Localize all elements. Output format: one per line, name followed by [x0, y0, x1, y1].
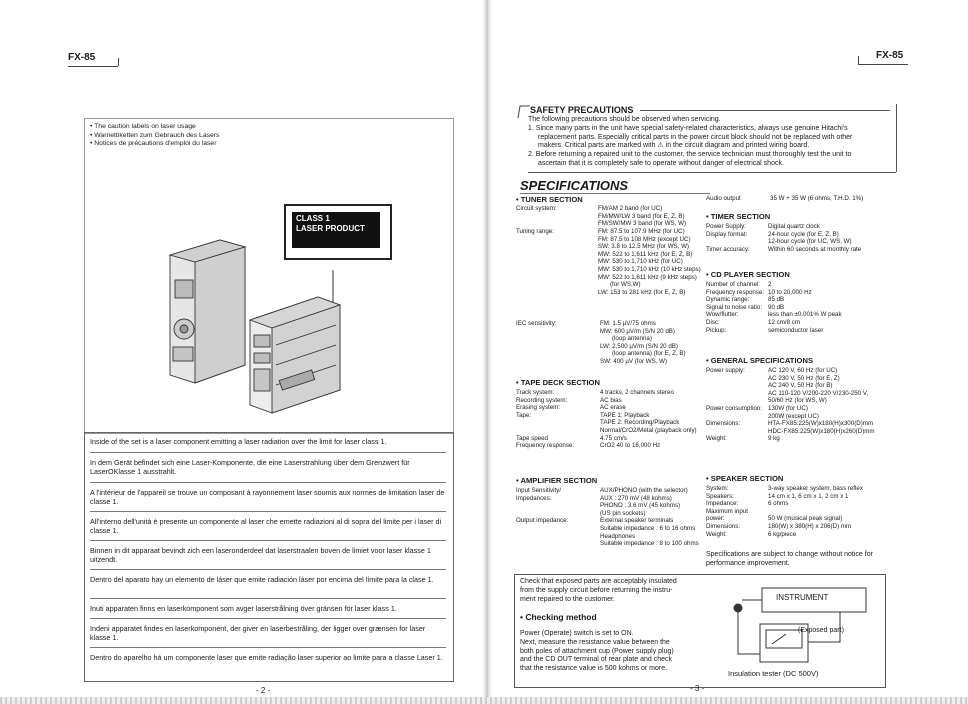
spec-row [516, 397, 716, 405]
spec-row [706, 485, 896, 493]
spec-row [516, 442, 716, 450]
spec-row [706, 405, 896, 413]
tuner-heading: • TUNER SECTION [516, 195, 583, 204]
speaker-heading: • SPEAKER SECTION [706, 474, 784, 483]
caution-label-list [90, 123, 219, 149]
spec-value: 6 ohms [768, 500, 789, 508]
spec-row [516, 525, 716, 533]
lang-divider [90, 511, 446, 512]
laser-warning-fr: A l'intérieur de l'appareil se trouve un composant à rayonnement laser soumis aux normes de limitation laser de classe 1. [90, 488, 445, 506]
spec-value: 14 cm x 1, 6 cm x 1, 2 cm x 1 [768, 492, 849, 500]
spec-value: MW: 530 to 1,710 kHz (for UC) [598, 258, 683, 266]
safety-item-1-line: replacement parts. Especially critical parts in the power circuit block should not be replaced with other [538, 133, 853, 141]
spec-label: Dimensions: [706, 420, 741, 428]
right-model-label: FX-85 [876, 50, 904, 61]
audio-output-label: Audio output [706, 195, 741, 202]
spec-label: Timer accuracy: [706, 245, 750, 253]
checking-method-text [520, 630, 674, 674]
spec-label: Wow/flutter: [706, 311, 739, 319]
right-page-number: - 3 - [690, 684, 705, 693]
note-line: Specifications are subject to change without notice for [706, 551, 873, 558]
safety-item-1-line: makers. Critical parts are marked with ⚠ in the circuit diagram and printed wiring board. [538, 142, 810, 150]
spec-label: Erasing system: [516, 404, 561, 412]
class1-line: CLASS 1 [296, 214, 330, 223]
spec-row [706, 311, 896, 319]
spec-value: TAPE 2: Recording/Playback [600, 419, 680, 427]
spec-label: Power Supply: [706, 223, 746, 230]
left-header-rule [68, 66, 118, 67]
spec-value: 10 to 20,000 Hz [768, 288, 812, 296]
safety-item-1-line: 1. Since many parts in the unit have special safety-related characteristics, always use genuine Hitachi's [528, 124, 848, 132]
spec-value: Normal/CrO2/Metal (playback only) [600, 426, 697, 434]
spec-row [516, 510, 716, 518]
spec-value: Digital quartz clock [768, 223, 820, 230]
class1-line: LASER PRODUCT [296, 223, 365, 233]
spec-row [706, 382, 896, 390]
spec-label: Dynamic range: [706, 296, 750, 304]
spec-value: Suitable impedance : 6 to 16 ohms [600, 524, 696, 532]
spec-row [706, 296, 896, 304]
spec-row [516, 495, 716, 503]
cd-heading: • CD PLAYER SECTION [706, 270, 790, 279]
general-heading: • GENERAL SPECIFICATIONS [706, 356, 814, 365]
tape-heading: • TAPE DECK SECTION [516, 378, 600, 387]
exposed-part-label: (Exposed part) [798, 627, 844, 634]
spec-label: Recording system: [516, 396, 568, 404]
safety-right-rule [896, 104, 897, 172]
tester-lead-left [738, 612, 760, 654]
right-header-rule [858, 64, 908, 65]
spec-value: 180(W) x 380(H) x 206(D) mm [768, 522, 852, 530]
method-line: Power (Operate) switch is set to ON. [520, 630, 634, 637]
spec-value: 200W (except UC) [768, 412, 819, 420]
safety-title: SAFETY PRECAUTIONS [530, 105, 634, 115]
spec-value: Headphones [600, 532, 636, 540]
safety-item-2-line: 2. Before returning a repaired unit to the customer, the service technician must thoroughly test the unit to [528, 151, 852, 159]
spec-value: (US pin sockets) [600, 509, 646, 517]
spec-value: AC 230 V, 50 Hz (for E, Z) [768, 374, 840, 382]
spec-row [706, 367, 896, 375]
spec-row [706, 246, 896, 254]
spec-value: (loop antenna) [612, 335, 652, 343]
spec-row [516, 502, 716, 510]
spec-row [706, 493, 896, 501]
lang-divider [90, 540, 446, 541]
spec-value: FM/AM 2 band (for UC) [598, 205, 663, 212]
spec-value: SW: 400 µV (for WS, W) [600, 357, 668, 365]
left-header-tick [118, 58, 119, 66]
cd-spec-table [706, 281, 896, 334]
check-intro [520, 578, 677, 604]
safety-title-rule [640, 110, 890, 111]
spec-label: Weight: [706, 435, 727, 443]
instrument-label: INSTRUMENT [776, 593, 829, 602]
laser-warning-nl: Binnen in dit apparaat bevindt zich een laseronderdeel dat laserstraalen boven de limiet voor laser klasse 1 uitzendt. [90, 546, 431, 564]
general-spec-table [706, 367, 896, 443]
tuner-circuit-values [598, 205, 686, 228]
spec-row [706, 397, 896, 405]
spec-value: AC erase [600, 404, 626, 412]
spec-value: 24-hour cycle (for E, Z, B) [768, 230, 839, 238]
plug-icon [734, 604, 742, 612]
check-intro-line: Check that exposed parts are acceptably insulated [520, 578, 677, 585]
spec-value: 6 kg/piece [768, 530, 797, 538]
spec-label: power: [706, 515, 725, 523]
spec-row [706, 508, 896, 516]
spec-row [706, 289, 896, 297]
spec-value: PHONO : 3.6 mV (45 kohms) [600, 502, 681, 510]
spec-label: Track system: [516, 389, 555, 396]
spec-row [706, 428, 896, 436]
center-binding [482, 0, 492, 704]
safety-item-2-line: ascertain that it is completely safe to operate without danger of electrical shock. [538, 159, 784, 167]
spec-value: AC 120 V, 60 Hz (for UC) [768, 367, 838, 374]
spec-row [706, 231, 896, 239]
spec-label: Disc: [706, 318, 720, 326]
spec-value: External speaker terminals [600, 517, 674, 525]
spec-label: Power supply: [706, 367, 745, 374]
spec-value: MW: 530 to 1,710 kHz (10 kHz steps) [598, 265, 701, 273]
spec-value: 50 W (musical peak signal) [768, 515, 843, 523]
spec-value: FM: 87.5 to 108 MHz (except UC) [598, 235, 691, 243]
spec-row [706, 327, 896, 335]
spec-label: Tape: [516, 411, 532, 419]
spec-row [706, 531, 896, 539]
spec-label: Input Sensitivity/ [516, 487, 562, 494]
spec-label: Number of channel: [706, 281, 760, 288]
spec-value: 90 dB [768, 303, 785, 311]
left-model-label: FX-85 [68, 52, 96, 63]
spec-row [706, 523, 896, 531]
spec-value: 9 kg [768, 435, 780, 443]
tuner-range-label: Tuning range: [516, 228, 554, 235]
spec-value: 85 dB [768, 296, 785, 304]
spec-label: Speakers: [706, 492, 734, 500]
laser-warning-it: All'interno dell'unità è presente un componente al laser che emette radiazioni al di sopra del limite per i laser di classe 1. [90, 517, 442, 535]
checking-method-title: • Checking method [520, 612, 597, 622]
spec-row [516, 487, 716, 495]
spec-value: AUX/PHONO (with the selector) [600, 487, 688, 494]
laser-warning-da: Indeni apparatet findes en laserkomponent, der giver en laserbestråling, der ligger over grænsen for laser klasse 1. [90, 624, 426, 642]
method-line: and the CD OUT terminal of rear plate and check [520, 656, 673, 664]
lang-divider [90, 618, 446, 619]
spec-value: AC 110-120 V/200-220 V/230-250 V, [768, 389, 869, 397]
spec-row [516, 389, 716, 397]
spec-row [516, 404, 716, 412]
spec-row [706, 304, 896, 312]
check-intro-line: ment repaired to the customer. [520, 595, 615, 603]
caution-item: • Warnettiketten zum Gebrauch des Lasers [90, 131, 220, 139]
timer-heading: • TIMER SECTION [706, 212, 771, 221]
spec-value: SW: 3.8 to 12.5 MHz (for WS, W) [598, 243, 689, 251]
spec-value: Within 60 seconds at monthly rate [768, 245, 862, 253]
spec-value: 2 [768, 281, 772, 288]
method-line: both poles of attachment cup (Power supply plug) [520, 647, 674, 655]
tape-spec-table [516, 389, 716, 450]
stereo-unit-illustration [150, 235, 390, 425]
spec-value: 12-hour cycle (for UC, WS, W) [768, 238, 852, 246]
tuner-circuit-label: Circuit system: [516, 205, 557, 212]
spec-row [516, 427, 716, 435]
spec-row [706, 515, 896, 523]
spec-value: HTA-FX85:225(W)x180(H)x300(D)mm [768, 420, 874, 428]
spec-value: TAPE 1: Playback [600, 411, 650, 419]
laser-warning-es: Dentro del aparato hay un elemento de láser que emite radiación láser por encima del límite para la clase 1. [90, 575, 434, 584]
spec-value: 4 tracks, 2 channels stereo [600, 389, 674, 396]
safety-bottom-rule [528, 172, 896, 173]
spec-value: 12 cm/8 cm [768, 318, 800, 326]
spec-label: Power consumption: [706, 404, 763, 412]
timer-spec-table [706, 223, 896, 253]
spec-row [516, 419, 716, 427]
spec-value: LW: 153 to 281 kHz (for E, Z, B) [598, 288, 686, 296]
amplifier-spec-table [516, 487, 716, 548]
tuner-iec-values [600, 320, 686, 366]
spec-label: Maximum input [706, 507, 748, 515]
spec-row [706, 319, 896, 327]
spec-label: Pickup: [706, 326, 727, 334]
scan-bottom-edge [0, 697, 968, 704]
tuner-iec-label: IEC sensitivity: [516, 320, 557, 327]
spec-row [706, 238, 896, 246]
lang-divider [90, 452, 446, 453]
spec-value: 50/60 Hz (for WS, W) [768, 397, 827, 405]
spec-value: (loop antenna) (for E, Z, B) [612, 350, 686, 358]
check-intro-line: from the supply circuit before returning the instru- [520, 586, 673, 594]
spec-row [706, 375, 896, 383]
caution-item: • Notices de précautions d'emploi du laser [90, 140, 217, 148]
spec-row [706, 413, 896, 421]
spec-label: Tape speed [516, 434, 548, 442]
spec-label: Dimensions: [706, 522, 741, 530]
speaker-spec-table [706, 485, 896, 538]
spec-value: FM: 1.5 µV/75 ohms [600, 320, 656, 327]
safety-intro: The following precautions should be observed when servicing. [528, 116, 721, 123]
spec-label: System: [706, 485, 729, 492]
spec-value: AC bias [600, 396, 622, 404]
spec-value: CrO2 40 to 16,000 Hz [600, 442, 661, 450]
spec-row [706, 390, 896, 398]
spec-label: Frequency response: [516, 442, 575, 450]
lang-divider [90, 598, 446, 599]
spec-value: FM/SW/MW 3 band (for WS, W) [598, 220, 687, 228]
left-page-number: - 2 - [256, 686, 271, 695]
spec-row [706, 435, 896, 443]
specifications-title: SPECIFICATIONS [520, 178, 629, 193]
spec-row [706, 500, 896, 508]
spec-label: Impedance: [706, 500, 739, 508]
spec-value: AUX : 270 mV (48 kohms) [600, 494, 672, 502]
lang-divider [90, 569, 446, 570]
spec-value: HDC-FX85:225(W)x180(H)x260(D)mm [768, 427, 875, 435]
safety-text [528, 116, 898, 169]
spec-row [516, 517, 716, 525]
spec-label: Impedances: [516, 494, 552, 502]
spec-value: MW: 600 µV/m (S/N 20 dB) [600, 327, 675, 335]
laser-warning-sv: Inuti apparaten finns en laserkomponent som avger laserstrålning över gränsen för laser klass 1. [90, 604, 397, 613]
spec-value: MW: 522 to 1,611 kHz (for E, Z, B) [598, 250, 693, 258]
spec-value: semiconductor laser [768, 326, 824, 334]
spec-value: 4.75 cm/s [600, 434, 627, 442]
audio-output-value: 35 W + 35 W (6 ohms, T.H.D. 1%) [770, 195, 864, 202]
spec-label: Weight: [706, 530, 727, 538]
specs-title-rule [520, 193, 710, 194]
amplifier-heading: • AMPLIFIER SECTION [516, 476, 598, 485]
spec-row [706, 223, 896, 231]
spec-row [516, 412, 716, 420]
spec-change-note [706, 551, 873, 569]
laser-warning-en: Inside of the set is a laser component emitting a laser radiation over the limit for laser class 1. [90, 437, 387, 446]
spec-value: FM: 87.5 to 107.9 MHz (for UC) [598, 228, 685, 235]
right-header-tick [858, 56, 859, 64]
spec-row [516, 533, 716, 541]
laser-warning-pt: Dentro do aparelho há um componente laser que emite radiação laser superior ao limite para a classe Laser 1. [90, 653, 443, 662]
spec-value: less than ±0.001% W peak [768, 311, 842, 319]
insulation-tester-label: Insulation tester (DC 500V) [728, 669, 819, 678]
spec-value: MW: 522 to 1,611 kHz (9 kHz steps) [598, 273, 697, 281]
spec-value: FM/MW/LW 3 band (for E, Z, B) [598, 212, 685, 220]
spec-value: (for WS,W) [610, 281, 641, 289]
spec-label: Frequency response: [706, 288, 765, 296]
lang-divider [90, 647, 446, 648]
spec-value: AC 240 V, 50 Hz (for B) [768, 382, 833, 390]
spec-value: 130W (for UC) [768, 404, 808, 412]
laser-warning-de: In dem Gerät befindet sich eine Laser-Komponente, die eine Laserstrahlung über dem Grenzwert für LaserOKlasse 1 ausstrahlt. [90, 458, 410, 476]
spec-value: LW: 2,500 µV/m (S/N 20 dB) [600, 342, 678, 350]
method-line: Next, measure the resistance value between the [520, 638, 670, 646]
method-line: that the resistance value is 500 kohms or more. [520, 665, 668, 673]
tuner-range-values [598, 228, 701, 296]
spec-row [516, 540, 716, 548]
spec-row [706, 281, 896, 289]
spec-row [516, 435, 716, 443]
spec-value: 3-way speaker system, bass reflex [768, 485, 863, 492]
lang-divider [90, 482, 446, 483]
spec-value: Suitable impedance : 8 to 100 ohms [600, 540, 699, 548]
spec-label: Signal to noise ratio: [706, 303, 763, 311]
caution-item: • The caution labels on laser usage [90, 123, 196, 130]
spec-label: Display format: [706, 230, 748, 238]
note-line: performance improvement. [706, 559, 790, 567]
spec-row [706, 420, 896, 428]
spec-label: Output impedance: [516, 517, 569, 525]
